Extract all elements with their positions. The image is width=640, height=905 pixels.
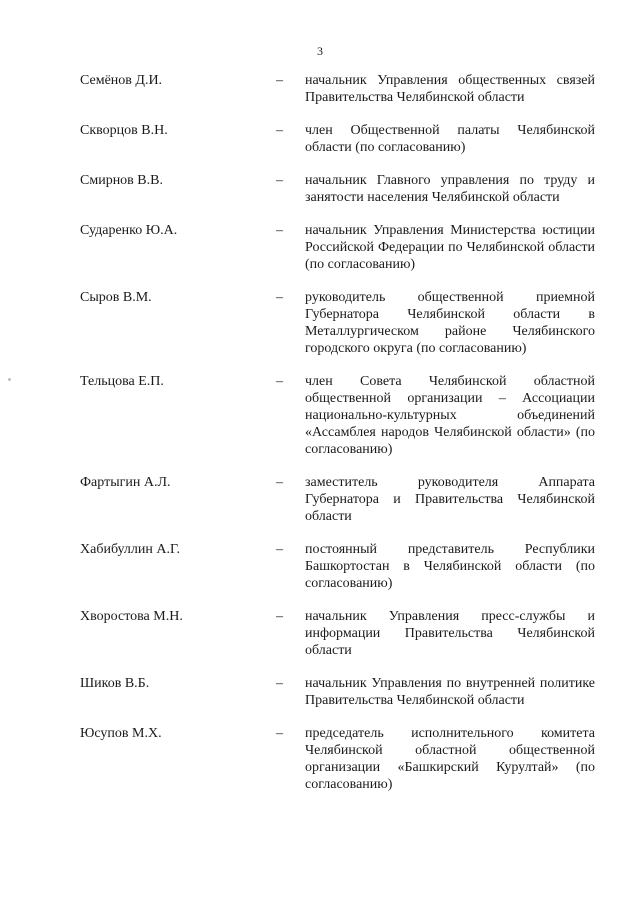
dash: – bbox=[276, 123, 283, 138]
member-entry bbox=[0, 608, 640, 659]
member-position: начальник Управления общественных связей Правительства Челябинской области bbox=[305, 73, 595, 105]
member-position: член Общественной палаты Челябинской области (по согласованию) bbox=[305, 123, 595, 155]
member-entry bbox=[0, 172, 640, 206]
member-entry bbox=[0, 289, 640, 357]
member-name: Фартыгин А.Л. bbox=[80, 475, 171, 490]
member-name: Шиков В.Б. bbox=[80, 676, 150, 691]
member-entry bbox=[0, 122, 640, 156]
member-name: Смирнов В.В. bbox=[80, 173, 163, 188]
member-entry bbox=[0, 675, 640, 709]
member-name: Тельцова Е.П. bbox=[80, 374, 164, 389]
dash: – bbox=[276, 73, 283, 88]
member-entry bbox=[0, 222, 640, 273]
member-position: начальник Управления по внутренней политике Правительства Челябинской области bbox=[305, 676, 595, 708]
dash: – bbox=[276, 726, 283, 741]
dash: – bbox=[276, 374, 283, 389]
member-name: Сыров В.М. bbox=[80, 290, 152, 305]
scan-mark bbox=[8, 378, 11, 381]
dash: – bbox=[276, 173, 283, 188]
dash: – bbox=[276, 290, 283, 305]
dash: – bbox=[276, 223, 283, 238]
member-entry bbox=[0, 474, 640, 525]
member-name: Хабибуллин А.Г. bbox=[80, 542, 180, 557]
member-name: Хворостова М.Н. bbox=[80, 609, 183, 624]
member-name: Семёнов Д.И. bbox=[80, 73, 163, 88]
member-entry bbox=[0, 373, 640, 458]
member-position: начальник Главного управления по труду и занятости населения Челябинской области bbox=[305, 173, 595, 205]
member-name: Сударенко Ю.А. bbox=[80, 223, 178, 238]
dash: – bbox=[276, 542, 283, 557]
page-number: 3 bbox=[317, 44, 323, 58]
member-name: Скворцов В.Н. bbox=[80, 123, 168, 138]
member-name: Юсупов М.Х. bbox=[80, 726, 162, 741]
member-position: заместитель руководителя Аппарата Губернатора и Правительства Челябинской области bbox=[305, 475, 595, 524]
member-position: начальник Управления Министерства юстиции Российской Федерации по Челябинской области (по согласованию) bbox=[305, 223, 595, 272]
member-position: председатель исполнительного комитета Челябинской областной общественной организации «Башкирский Курултай» (по согласованию) bbox=[305, 726, 595, 792]
member-entry bbox=[0, 541, 640, 592]
member-position: руководитель общественной приемной Губернатора Челябинской области в Металлургическом районе Челябинского городского округа (по согласованию) bbox=[305, 290, 595, 356]
member-entry bbox=[0, 725, 640, 793]
member-list bbox=[0, 72, 640, 809]
dash: – bbox=[276, 475, 283, 490]
member-position: член Совета Челябинской областной общественной организации – Ассоциации национально-культурных объединений «Ассамблея народов Челябинской области» (по согласованию) bbox=[305, 374, 595, 457]
member-position: постоянный представитель Республики Башкортостан в Челябинской области (по согласованию) bbox=[305, 542, 595, 591]
member-position: начальник Управления пресс-службы и информации Правительства Челябинской области bbox=[305, 609, 595, 658]
member-entry bbox=[0, 72, 640, 106]
dash: – bbox=[276, 676, 283, 691]
dash: – bbox=[276, 609, 283, 624]
